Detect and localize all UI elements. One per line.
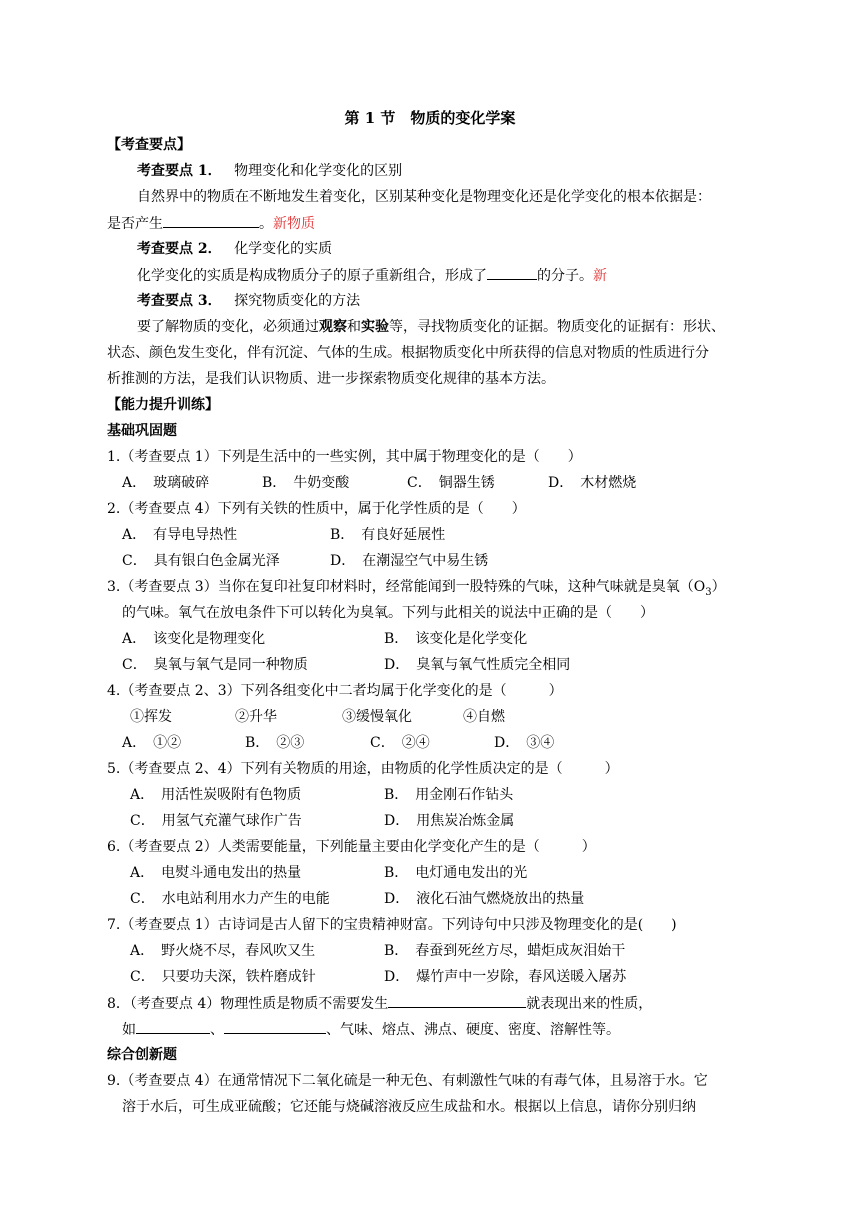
q4-item-4: ④自燃: [463, 709, 505, 725]
question-1: 1.（考查要点 1）下列是生活中的一些实例，其中属于物理变化的是（ ）: [107, 449, 582, 465]
key-point-3-text-1: [137, 317, 725, 337]
fill-blank[interactable]: [163, 213, 259, 228]
question-9: 9.（考查要点 4）在通常情况下二氧化硫是一种无色、有刺激性气味的有毒气体，且易溶于水。它: [107, 1073, 708, 1089]
subsection-comprehensive: 综合创新题: [107, 1047, 177, 1063]
question-3: [107, 577, 726, 603]
q7-option-c[interactable]: C． 只要功夫深，铁杵磨成针: [130, 969, 316, 985]
q5-option-c[interactable]: C． 用氢气充灌气球作广告: [130, 813, 302, 829]
key-point-1-text-lead: 是否产生: [107, 216, 163, 232]
q2-option-c[interactable]: C． 具有银白色金属光泽: [122, 553, 280, 569]
section-heading-key-points: 【考查要点】: [107, 137, 191, 153]
key-point-2-answer: 新: [593, 268, 607, 284]
q3-option-d[interactable]: D． 臭氧与氧气性质完全相同: [384, 657, 571, 673]
question-3-close: ）: [711, 579, 726, 595]
key-point-2-text-lead: 化学变化的实质是构成物质分子的原子重新组合，形成了: [137, 268, 487, 284]
q1-option-d[interactable]: D． 木材燃烧: [548, 475, 637, 491]
question-8-line-2: [122, 1019, 620, 1040]
question-5: 5.（考查要点 2、4）下列有关物质的用途，由物质的化学性质决定的是（ ）: [107, 761, 619, 777]
q6-option-c[interactable]: C． 水电站利用水力产生的电能: [130, 891, 330, 907]
q6-option-b[interactable]: B． 电灯通电发出的光: [384, 865, 528, 881]
q6-option-d[interactable]: D． 液化石油气燃烧放出的热量: [384, 891, 585, 907]
q7-option-a[interactable]: A． 野火烧不尽，春风吹又生: [130, 943, 316, 959]
q1-option-b[interactable]: B． 牛奶变酸: [262, 475, 350, 491]
question-8-text: 8．（考查要点 4）物理性质是物质不需要发生: [107, 996, 389, 1012]
question-8: [107, 993, 652, 1014]
key-word-experiment: 实验: [361, 319, 389, 335]
page-title: 第 1 节 物质的变化学案: [344, 109, 516, 127]
key-point-3-heading: [137, 291, 360, 311]
key-point-3-text-2: 状态、颜色发生变化，伴有沉淀、气体的生成。根据物质变化中所获得的信息对物质的性质进行分: [107, 345, 709, 361]
key-point-1-period: 。: [259, 216, 273, 232]
q4-option-a[interactable]: A． ①②: [122, 735, 182, 751]
question-8-rest: 、气味、熔点、沸点、硬度、密度、溶解性等。: [326, 1022, 620, 1038]
key-point-3-text-tail: 等，寻找物质变化的证据。物质变化的证据有：形状、: [389, 319, 725, 335]
fill-blank[interactable]: [136, 1019, 210, 1034]
q2-option-b[interactable]: B． 有良好延展性: [330, 527, 446, 543]
question-8-lead: 如: [122, 1022, 136, 1038]
q3-option-c[interactable]: C． 臭氧与氧气是同一种物质: [122, 657, 308, 673]
key-point-3-label: 考查要点 3．: [137, 293, 222, 309]
key-word-observe: 观察: [319, 319, 347, 335]
question-8-tail: 就表现出来的性质，: [526, 996, 653, 1012]
fill-blank[interactable]: [224, 1019, 326, 1034]
question-3-text: 3.（考查要点 3）当你在复印社复印材料时，经常能闻到一股特殊的气味，这种气味就是臭氧（O: [107, 579, 706, 595]
key-point-3-and: 和: [347, 319, 361, 335]
question-2: 2.（考查要点 4）下列有关铁的性质中，属于化学性质的是（ ）: [107, 501, 526, 517]
question-8-sep: 、: [210, 1022, 224, 1038]
key-point-2-label: 考查要点 2．: [137, 241, 222, 257]
question-7: 7.（考查要点 1）古诗词是古人留下的宝贵精神财富。下列诗句中只涉及物理变化的是( ): [107, 917, 677, 933]
q3-option-b[interactable]: B． 该变化是化学变化: [384, 631, 528, 647]
section-heading-training: 【能力提升训练】: [107, 397, 219, 413]
q4-item-2: ②升华: [235, 709, 277, 725]
key-point-1-heading: [137, 161, 402, 181]
q5-option-b[interactable]: B． 用金刚石作钻头: [384, 787, 514, 803]
question-9-line-2: 溶于水后，可生成亚硫酸；它还能与烧碱溶液反应生成盐和水。根据以上信息，请你分别归纳: [122, 1099, 696, 1115]
key-point-1-title: 物理变化和化学变化的区别: [234, 163, 403, 179]
key-point-2-title: 化学变化的实质: [234, 241, 333, 257]
q4-item-3: ③缓慢氧化: [342, 709, 412, 725]
key-point-3-text-3: 析推测的方法，是我们认识物质、进一步探索物质变化规律的基本方法。: [107, 371, 555, 387]
question-3-line-2: 的气味。氧气在放电条件下可以转化为臭氧。下列与此相关的说法中正确的是（ ）: [122, 605, 654, 621]
q1-option-c[interactable]: C． 铜器生锈: [407, 475, 495, 491]
q2-option-d[interactable]: D． 在潮湿空气中易生锈: [330, 553, 489, 569]
key-point-1-label: 考查要点 1．: [137, 163, 222, 179]
key-point-3-title: 探究物质变化的方法: [234, 293, 361, 309]
fill-blank[interactable]: [388, 993, 526, 1008]
q2-option-a[interactable]: A． 有导电导热性: [122, 527, 238, 543]
key-point-2-text-tail: 的分子。: [537, 268, 593, 284]
key-point-1-text-2: [107, 213, 315, 234]
subscript-3: 3: [705, 586, 712, 598]
q1-option-a[interactable]: A． 玻璃破碎: [122, 475, 210, 491]
key-point-3-text-lead: 要了解物质的变化，必须通过: [137, 319, 319, 335]
q4-option-b[interactable]: B． ②③: [245, 735, 305, 751]
q7-option-b[interactable]: B． 春蚕到死丝方尽，蜡炬成灰泪始干: [384, 943, 626, 959]
q5-option-a[interactable]: A． 用活性炭吸附有色物质: [130, 787, 302, 803]
q7-option-d[interactable]: D． 爆竹声中一岁除，春风送暖入屠苏: [384, 969, 627, 985]
key-point-1-answer: 新物质: [273, 216, 315, 232]
fill-blank[interactable]: [487, 265, 537, 280]
key-point-2-text: [137, 265, 607, 286]
q4-option-d[interactable]: D． ③④: [494, 735, 555, 751]
subsection-basic: 基础巩固题: [107, 423, 177, 439]
q3-option-a[interactable]: A． 该变化是物理变化: [122, 631, 266, 647]
question-4: 4.（考查要点 2、3）下列各组变化中二者均属于化学变化的是（ ）: [107, 683, 563, 699]
key-point-1-text: 自然界中的物质在不断地发生着变化，区别某种变化是物理变化还是化学变化的根本依据是：: [137, 189, 711, 205]
question-6: 6.（考查要点 2）人类需要能量，下列能量主要由化学变化产生的是（ ）: [107, 839, 596, 855]
q6-option-a[interactable]: A． 电熨斗通电发出的热量: [130, 865, 302, 881]
q4-option-c[interactable]: C． ②④: [370, 735, 430, 751]
q5-option-d[interactable]: D． 用焦炭冶炼金属: [384, 813, 515, 829]
q4-item-1: ①挥发: [130, 709, 172, 725]
key-point-2-heading: [137, 239, 332, 259]
